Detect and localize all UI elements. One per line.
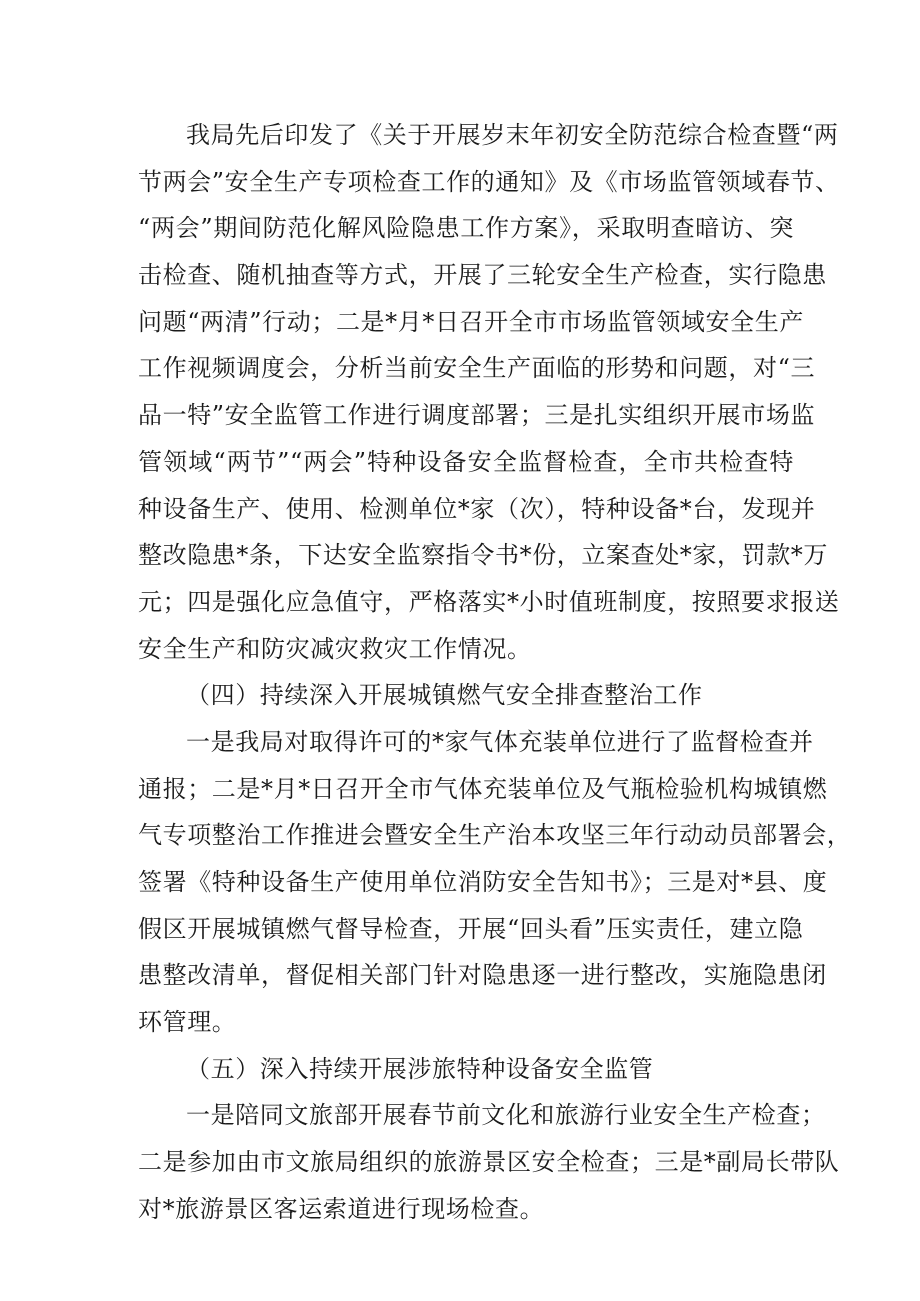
text-line: 问题“两清”行动；二是*月*日召开全市市场监管领域安全生产	[138, 307, 804, 336]
text-line: 一是我局对取得许可的*家气体充装单位进行了监督检查并	[186, 727, 814, 756]
text-line: 元；四是强化应急值守，严格落实*小时值班制度，按照要求报送	[138, 587, 840, 616]
text-line: 种设备生产、使用、检测单位*家（次），特种设备*台，发现并	[138, 494, 816, 523]
text-line: 二是参加由市文旅局组织的旅游景区安全检查；三是*副局长带队	[138, 1148, 840, 1177]
text-line: 假区开展城镇燃气督导检查，开展“回头看”压实责任，建立隐	[138, 914, 804, 943]
text-line: 环管理。	[138, 1008, 237, 1037]
text-line: 整改隐患*条，下达安全监察指令书*份，立案查处*家，罚款*万	[138, 541, 828, 570]
document-body	[138, 112, 852, 1233]
text-line: 工作视频调度会，分析当前安全生产面临的形势和问题，对“三	[138, 354, 816, 383]
text-line: 击检查、随机抽查等方式，开展了三轮安全生产检查，实行隐患	[138, 261, 827, 290]
text-line: 签署《特种设备生产使用单位消防安全告知书》；三是对*县、度	[138, 868, 828, 896]
text-line: 患整改清单，督促相关部门针对隐患逐一进行整改，实施隐患闭	[138, 961, 827, 990]
text-line: （五）深入持续开展涉旅特种设备安全监管	[186, 1054, 654, 1083]
text-line: 我局先后印发了《关于开展岁末年初安全防范综合检查暨“两	[186, 121, 839, 149]
text-line: 管领域“两节”“两会”特种设备安全监督检查，全市共检查特	[138, 447, 794, 476]
text-line: 一是陪同文旅部开展春节前文化和旅游行业安全生产检查；	[186, 1101, 826, 1130]
text-line: “两会”期间防范化解风险隐患工作方案》，采取明查暗访、突	[138, 214, 794, 243]
text-line: 气专项整治工作推进会暨安全生产治本攻坚三年行动动员部署会，	[138, 821, 852, 850]
text-line: 通报；二是*月*日召开全市气体充装单位及气瓶检验机构城镇燃	[138, 774, 828, 803]
text-line: 对*旅游景区客运索道进行现场检查。	[138, 1194, 545, 1223]
text-line: （四）持续深入开展城镇燃气安全排查整治工作	[186, 681, 703, 710]
text-line: 安全生产和防灾减灾救灾工作情况。	[138, 634, 532, 663]
text-line: 品一特”安全监管工作进行调度部署；三是扎实组织开展市场监	[138, 401, 816, 430]
text-line: 节两会”安全生产专项检查工作的通知》及《市场监管领域春节、	[138, 167, 840, 196]
